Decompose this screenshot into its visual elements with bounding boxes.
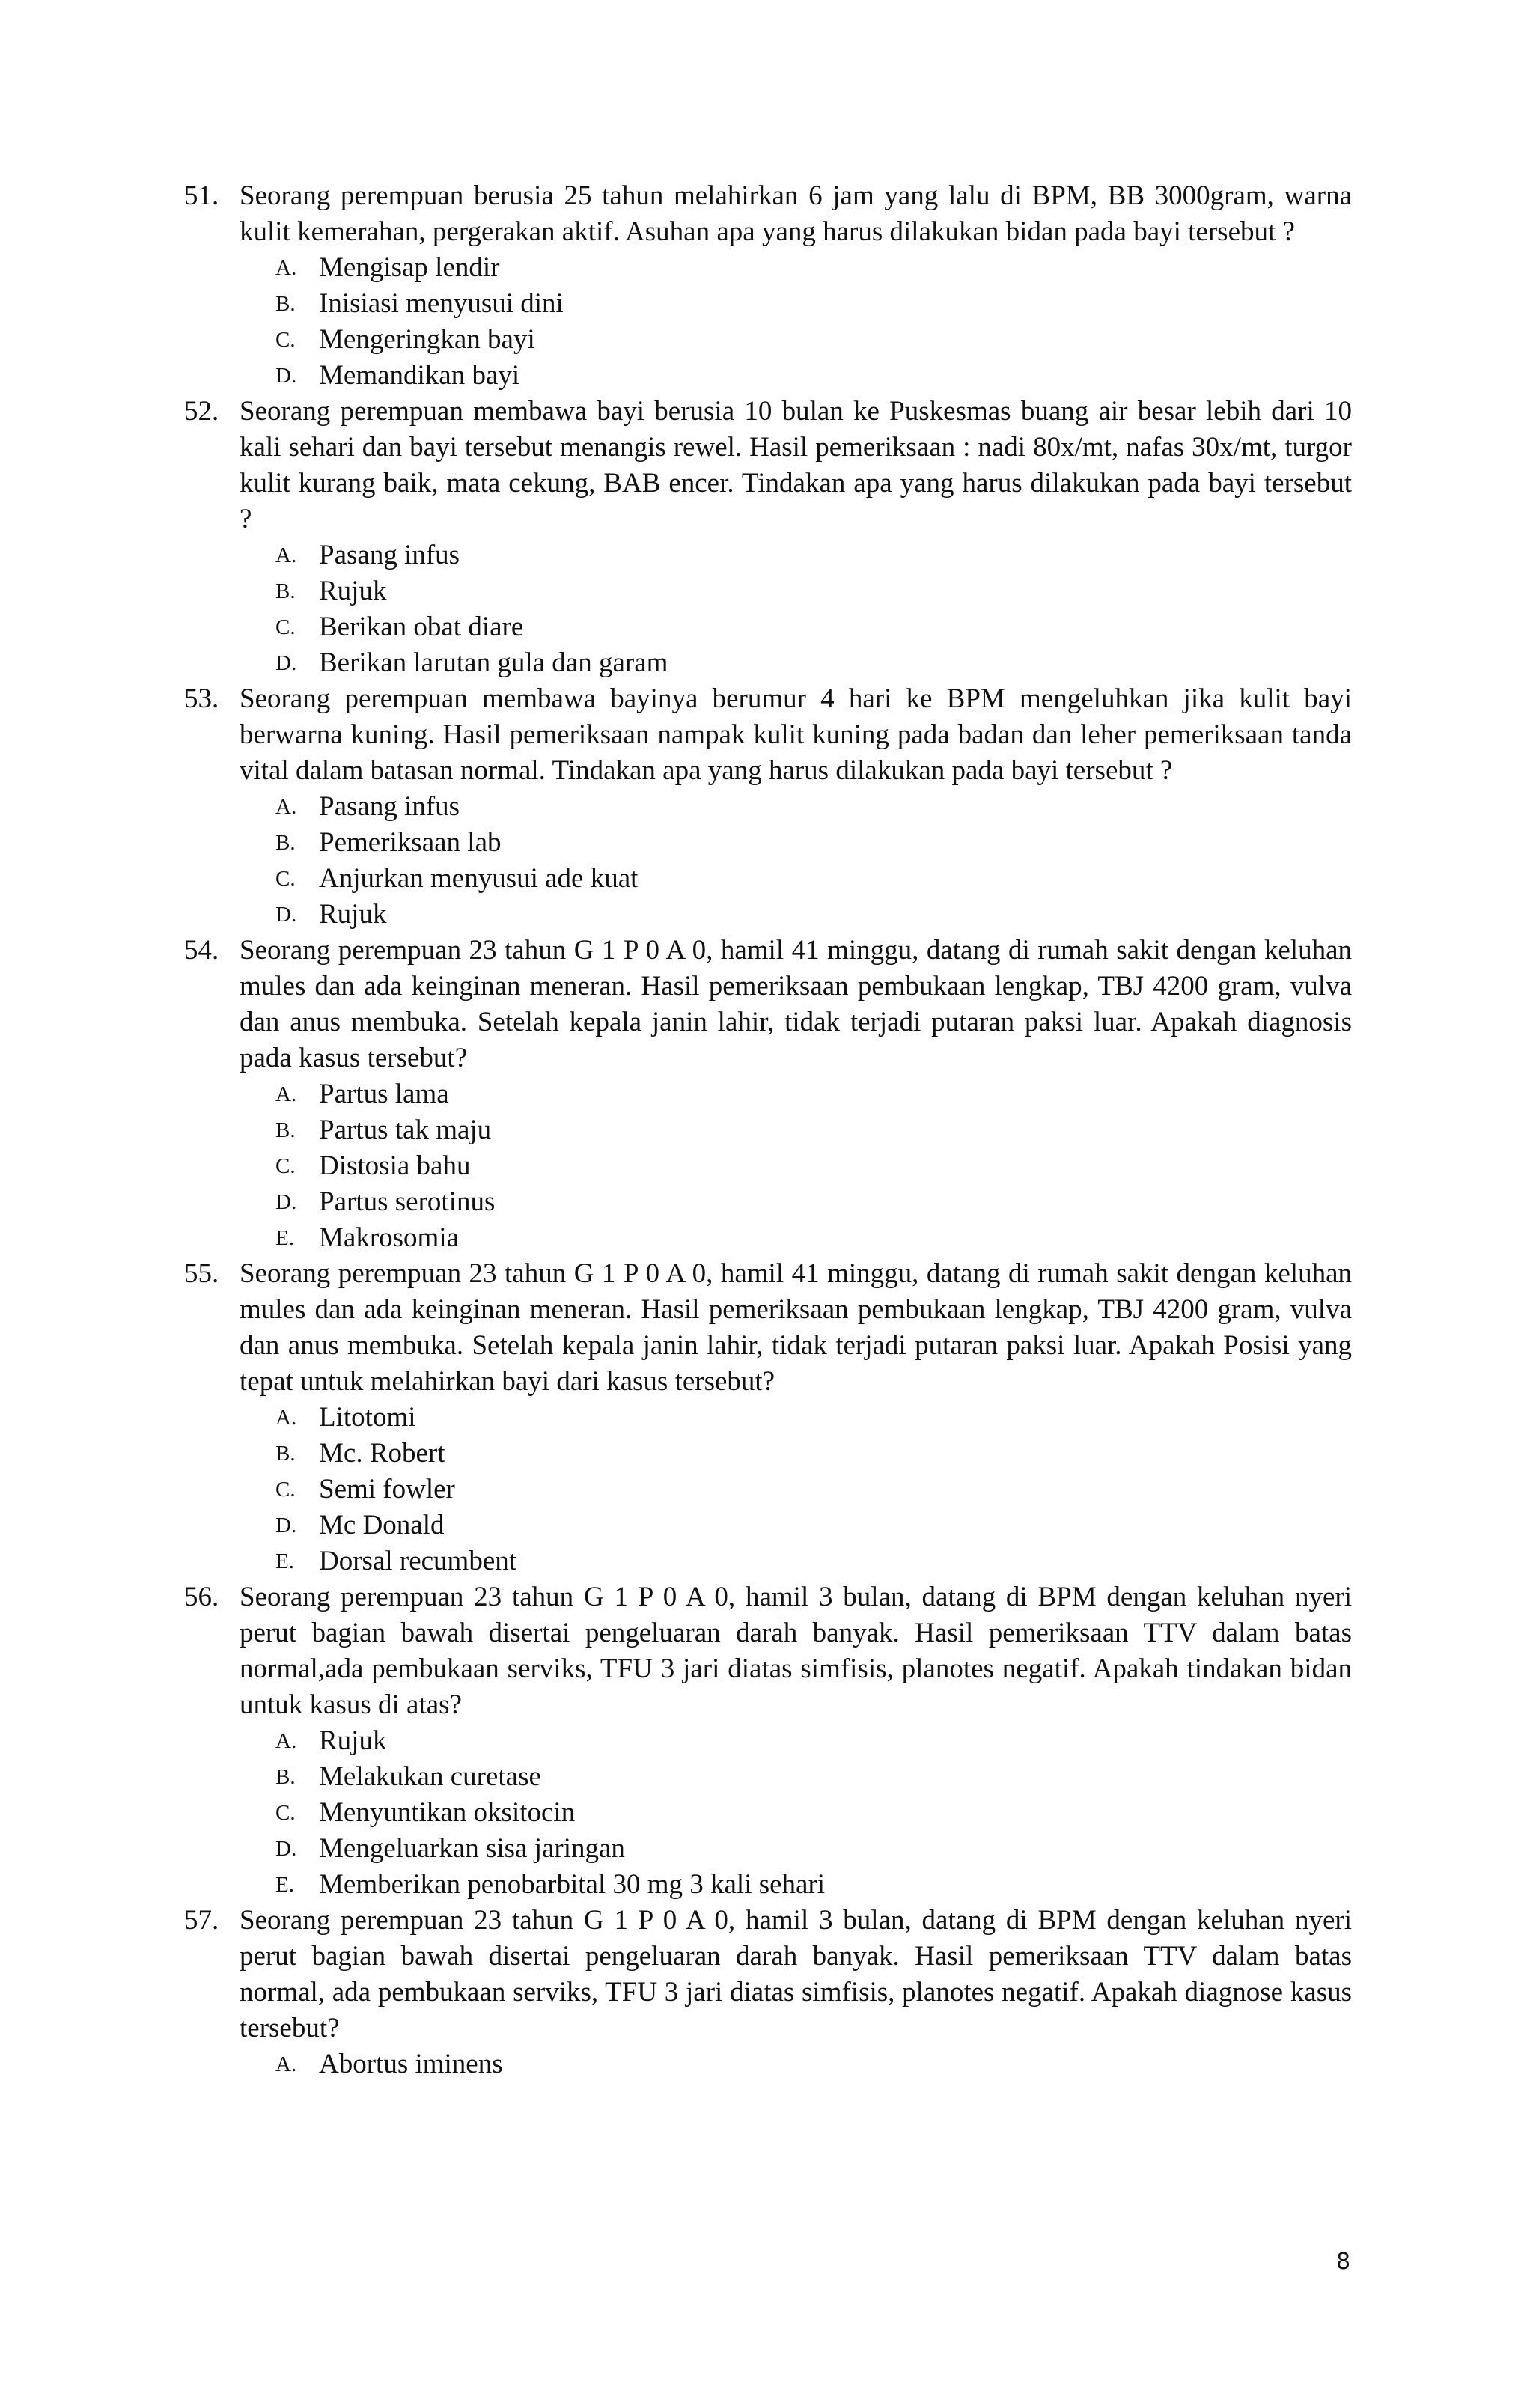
- question-item: [184, 1903, 1352, 2082]
- answer-option: [275, 1543, 1352, 1579]
- answer-options: [240, 250, 1352, 394]
- option-text: Berikan obat diare: [319, 612, 524, 642]
- option-text: Partus tak maju: [319, 1115, 492, 1145]
- option-letter: B.: [275, 292, 296, 316]
- option-letter: B.: [275, 1765, 296, 1789]
- option-text: Rujuk: [319, 576, 387, 606]
- question-number: 55.: [184, 1258, 219, 1289]
- option-text: Semi fowler: [319, 1474, 455, 1505]
- option-letter: C.: [275, 615, 296, 639]
- answer-option: [275, 1795, 1352, 1831]
- option-letter: D.: [275, 903, 297, 927]
- answer-option: [275, 322, 1352, 358]
- answer-option: [275, 609, 1352, 645]
- option-letter: B.: [275, 1118, 296, 1142]
- answer-options: [240, 2046, 1352, 2082]
- option-text: Pemeriksaan lab: [319, 827, 502, 858]
- option-text: Memberikan penobarbital 30 mg 3 kali sehari: [319, 1869, 826, 1900]
- answer-option: [275, 1508, 1352, 1543]
- option-letter: A.: [275, 1082, 297, 1106]
- answer-options: [240, 1723, 1352, 1903]
- question-stem: Seorang perempuan 23 tahun G 1 P 0 A 0, hamil 41 minggu, datang di rumah sakit dengan keluhan mules dan ada keinginan meneran. Hasil pemeriksaan pembukaan lengkap, TBJ 4200 gram, vulva dan anus membuka. Setelah kepala janin lahir, tidak terjadi putaran paksi luar. Apakah Posisi yang tepat untuk melahirkan bayi dari kasus tersebut?: [240, 1258, 1352, 1397]
- option-letter: C.: [275, 1154, 296, 1178]
- option-letter: C.: [275, 1478, 296, 1502]
- answer-options: [240, 1076, 1352, 1256]
- answer-option: [275, 789, 1352, 825]
- answer-option: [275, 1723, 1352, 1759]
- answer-option: [275, 861, 1352, 897]
- option-letter: D.: [275, 651, 297, 675]
- option-letter: D.: [275, 364, 297, 388]
- option-letter: E.: [275, 1549, 294, 1573]
- question-number: 54.: [184, 935, 219, 966]
- answer-option: [275, 825, 1352, 861]
- question-number: 51.: [184, 180, 219, 211]
- question-item: [184, 394, 1352, 681]
- option-letter: A.: [275, 543, 297, 567]
- answer-option: [275, 1436, 1352, 1472]
- option-text: Mc. Robert: [319, 1438, 445, 1469]
- answer-option: [275, 1472, 1352, 1508]
- question-item: [184, 681, 1352, 933]
- answer-option: [275, 250, 1352, 286]
- option-letter: E.: [275, 1873, 294, 1897]
- option-letter: C.: [275, 867, 296, 891]
- option-letter: B.: [275, 831, 296, 855]
- option-letter: A.: [275, 2052, 297, 2076]
- question-stem: Seorang perempuan membawa bayinya berumur 4 hari ke BPM mengeluhkan jika kulit bayi berwarna kuning. Hasil pemeriksaan nampak kulit kuning pada badan dan leher pemeriksaan tanda vital dalam batasan normal. Tindakan apa yang harus dilakukan pada bayi tersebut ?: [240, 683, 1352, 786]
- question-item: [184, 1256, 1352, 1579]
- option-letter: A.: [275, 795, 297, 819]
- option-text: Dorsal recumbent: [319, 1546, 517, 1576]
- option-letter: A.: [275, 256, 297, 280]
- option-text: Pasang infus: [319, 791, 460, 822]
- answer-option: [275, 1867, 1352, 1903]
- answer-option: [275, 573, 1352, 609]
- option-text: Inisiasi menyusui dini: [319, 288, 564, 319]
- option-text: Mc Donald: [319, 1510, 445, 1540]
- option-text: Makrosomia: [319, 1222, 460, 1253]
- question-number: 57.: [184, 1905, 219, 1936]
- question-list: [184, 178, 1352, 2082]
- answer-option: [275, 1184, 1352, 1220]
- answer-options: [240, 537, 1352, 681]
- option-text: Rujuk: [319, 899, 387, 930]
- answer-option: [275, 537, 1352, 573]
- answer-option: [275, 1112, 1352, 1148]
- option-text: Abortus iminens: [319, 2049, 503, 2079]
- option-letter: B.: [275, 579, 296, 603]
- question-number: 52.: [184, 396, 219, 427]
- option-text: Pasang infus: [319, 540, 460, 570]
- answer-option: [275, 286, 1352, 322]
- answer-option: [275, 1759, 1352, 1795]
- answer-option: [275, 1220, 1352, 1256]
- option-letter: D.: [275, 1837, 297, 1861]
- option-text: Mengeringkan bayi: [319, 324, 535, 355]
- answer-option: [275, 1076, 1352, 1112]
- option-letter: B.: [275, 1442, 296, 1466]
- question-stem: Seorang perempuan berusia 25 tahun melahirkan 6 jam yang lalu di BPM, BB 3000gram, warna kulit kemerahan, pergerakan aktif. Asuhan apa yang harus dilakukan bidan pada bayi tersebut ?: [240, 180, 1352, 247]
- option-letter: A.: [275, 1406, 297, 1430]
- answer-option: [275, 358, 1352, 394]
- option-text: Distosia bahu: [319, 1150, 471, 1181]
- option-letter: E.: [275, 1226, 294, 1250]
- option-text: Partus serotinus: [319, 1186, 496, 1217]
- option-text: Berikan larutan gula dan garam: [319, 647, 668, 678]
- option-letter: A.: [275, 1729, 297, 1753]
- question-number: 53.: [184, 683, 219, 714]
- question-item: [184, 1579, 1352, 1903]
- option-text: Litotomi: [319, 1402, 416, 1433]
- answer-option: [275, 897, 1352, 933]
- answer-option: [275, 1148, 1352, 1184]
- answer-option: [275, 2046, 1352, 2082]
- question-item: [184, 933, 1352, 1256]
- answer-options: [240, 1400, 1352, 1579]
- option-text: Mengisap lendir: [319, 252, 500, 283]
- option-letter: D.: [275, 1190, 297, 1214]
- answer-option: [275, 1400, 1352, 1436]
- option-letter: C.: [275, 1801, 296, 1825]
- question-stem: Seorang perempuan membawa bayi berusia 10 bulan ke Puskesmas buang air besar lebih dari 10 kali sehari dan bayi tersebut menangis rewel. Hasil pemeriksaan : nadi 80x/mt, nafas 30x/mt, turgor kulit kurang baik, mata cekung, BAB encer. Tindakan apa yang harus dilakukan pada bayi tersebut ?: [240, 396, 1352, 534]
- option-text: Mengeluarkan sisa jaringan: [319, 1833, 625, 1864]
- question-stem: Seorang perempuan 23 tahun G 1 P 0 A 0, hamil 3 bulan, datang di BPM dengan keluhan nyeri perut bagian bawah disertai pengeluaran darah banyak. Hasil pemeriksaan TTV dalam batas normal, ada pembukaan serviks, TFU 3 jari diatas simfisis, planotes negatif. Apakah diagnose kasus tersebut?: [240, 1905, 1352, 2043]
- question-item: [184, 178, 1352, 394]
- option-text: Menyuntikan oksitocin: [319, 1797, 576, 1828]
- option-text: Melakukan curetase: [319, 1761, 541, 1792]
- question-stem: Seorang perempuan 23 tahun G 1 P 0 A 0, hamil 41 minggu, datang di rumah sakit dengan keluhan mules dan ada keinginan meneran. Hasil pemeriksaan pembukaan lengkap, TBJ 4200 gram, vulva dan anus membuka. Setelah kepala janin lahir, tidak terjadi putaran paksi luar. Apakah diagnosis pada kasus tersebut?: [240, 935, 1352, 1073]
- option-text: Rujuk: [319, 1725, 387, 1756]
- answer-options: [240, 789, 1352, 933]
- option-letter: C.: [275, 328, 296, 352]
- option-letter: D.: [275, 1514, 297, 1537]
- option-text: Partus lama: [319, 1079, 449, 1109]
- answer-option: [275, 1831, 1352, 1867]
- option-text: Anjurkan menyusui ade kuat: [319, 863, 639, 894]
- answer-option: [275, 645, 1352, 681]
- question-stem: Seorang perempuan 23 tahun G 1 P 0 A 0, hamil 3 bulan, datang di BPM dengan keluhan nyeri perut bagian bawah disertai pengeluaran darah banyak. Hasil pemeriksaan TTV dalam batas normal,ada pembukaan serviks, TFU 3 jari diatas simfisis, planotes negatif. Apakah tindakan bidan untuk kasus di atas?: [240, 1582, 1352, 1720]
- option-text: Memandikan bayi: [319, 360, 520, 391]
- page-number: 8: [1336, 2249, 1351, 2275]
- question-number: 56.: [184, 1582, 219, 1612]
